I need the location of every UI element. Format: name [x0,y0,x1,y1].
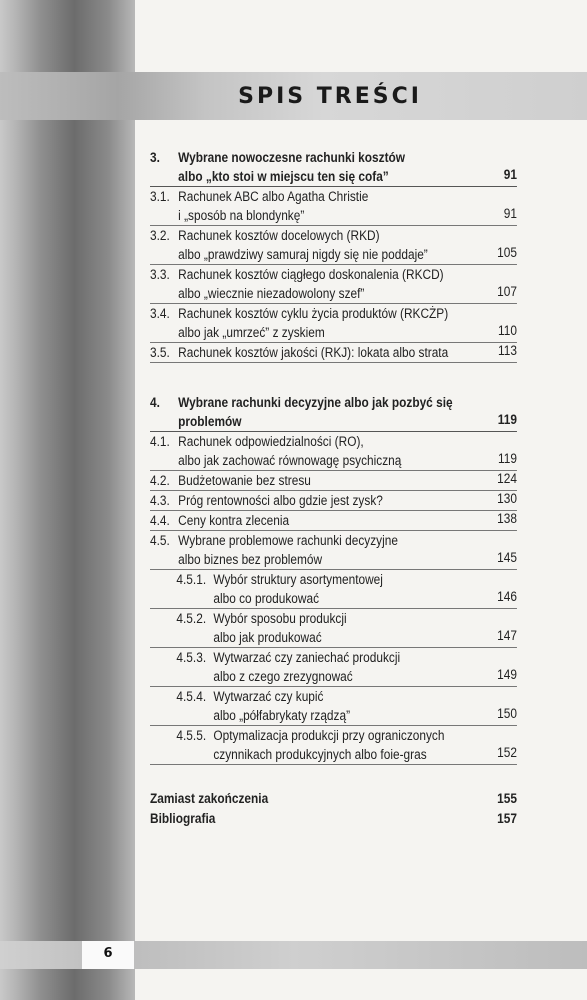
toc-entry-4-5[interactable] [150,531,517,570]
entry-page: 157 [497,811,517,826]
entry-page: 138 [497,511,517,526]
toc-entry-4-4[interactable] [150,511,517,531]
entry-title-line1: Budżetowanie bez stresu [178,473,311,488]
entry-number: 4.5.2. [176,611,207,626]
entry-title-line1: Rachunek kosztów ciągłego doskonalenia (RKCD) [178,267,444,282]
entry-page: 119 [497,412,517,427]
page-number: 6 [103,946,113,961]
entry-title-line1: Wybrane rachunki decyzyjne albo jak pozbyć się [178,395,453,410]
entry-number: 3.2. [150,228,170,243]
entry-title: Bibliografia [150,811,216,826]
toc-entry-3-5[interactable] [150,343,517,363]
entry-title-line1: Rachunek kosztów docelowych (RKD) [178,228,380,243]
entry-title-line2: albo „wiecznie niezadowolony szef” [178,286,365,301]
entry-title-line1: Ceny kontra zlecenia [178,513,290,528]
entry-page: 91 [503,167,517,182]
toc-entry-4-5-2[interactable] [150,609,517,648]
toc-entry-3-2[interactable] [150,226,517,265]
entry-title-line2: albo jak produkować [213,630,322,645]
table-of-contents [150,148,517,829]
entry-title-line2: albo „półfabrykaty rządzą” [213,708,351,723]
entry-title-line2: problemów [178,414,242,429]
entry-title-line2: i „sposób na blondynkę” [178,208,305,223]
entry-page: 124 [497,471,517,486]
entry-number: 3.3. [150,267,170,282]
entry-title-line1: Optymalizacja produkcji przy ograniczonych [213,728,445,743]
entry-title-line2: albo „kto stoi w miejscu ten się cofa” [178,169,389,184]
entry-title-line2: albo z czego zrezygnować [213,669,353,684]
entry-number: 4. [150,395,160,410]
toc-entry-3-3[interactable] [150,265,517,304]
entry-title-line1: Rachunek kosztów jakości (RKJ): lokata albo strata [178,345,449,360]
toc-bibliography[interactable] [150,809,517,829]
entry-page: 145 [497,550,517,565]
entry-page: 152 [497,745,517,760]
entry-number: 4.5.5. [176,728,207,743]
toc-entry-3-1[interactable] [150,187,517,226]
entry-title-line2: albo co produkować [213,591,320,606]
entry-title-line1: Rachunek odpowiedzialności (RO), [178,434,364,449]
entry-page: 105 [497,245,517,260]
toc-entry-4-2[interactable] [150,471,517,491]
entry-page: 110 [498,323,517,338]
entry-page: 150 [497,706,517,721]
entry-title-line1: Wytwarzać czy zaniechać produkcji [213,650,401,665]
entry-title-line1: Wybrane nowoczesne rachunki kosztów [178,150,406,165]
entry-title-line1: Wybór struktury asortymentowej [213,572,383,587]
entry-page: 130 [497,491,517,506]
toc-entry-4-5-4[interactable] [150,687,517,726]
entry-number: 4.4. [150,513,170,528]
entry-page: 146 [497,589,517,604]
toc-ending[interactable] [150,789,517,809]
entry-page: 147 [497,628,517,643]
toc-chapter-3[interactable] [150,148,517,187]
toc-chapter-4[interactable] [150,393,517,432]
entry-number: 3.1. [150,189,170,204]
entry-page: 155 [497,791,517,806]
entry-title-line2: czynnikach produkcyjnych albo foie-gras [213,747,427,762]
entry-title-line1: Wytwarzać czy kupić [213,689,324,704]
toc-entry-4-1[interactable] [150,432,517,471]
entry-title-line2: albo jak zachować równowagę psychiczną [178,453,402,468]
entry-number: 4.3. [150,493,170,508]
entry-number: 4.5.4. [176,689,207,704]
entry-number: 4.5.1. [176,572,207,587]
entry-title-line2: albo „prawdziwy samuraj nigdy się nie poddaje” [178,247,428,262]
entry-number: 3. [150,150,160,165]
entry-page: 119 [498,451,517,466]
entry-title-line1: Wybór sposobu produkcji [213,611,347,626]
toc-entry-4-5-1[interactable] [150,570,517,609]
entry-number: 4.2. [150,473,170,488]
entry-number: 4.5.3. [176,650,207,665]
entry-number: 4.5. [150,533,170,548]
toc-entry-4-3[interactable] [150,491,517,511]
entry-title-line1: Próg rentowności albo gdzie jest zysk? [178,493,383,508]
entry-number: 3.5. [150,345,170,360]
entry-number: 4.1. [150,434,170,449]
entry-page: 91 [503,206,517,221]
section-spacer [150,765,517,789]
toc-entry-4-5-3[interactable] [150,648,517,687]
section-spacer [150,363,517,393]
toc-entry-3-4[interactable] [150,304,517,343]
entry-title-line1: Rachunek kosztów cyklu życia produktów (RKCŻP) [178,306,449,321]
entry-page: 113 [498,343,517,358]
entry-page: 107 [497,284,517,299]
binding-band [0,0,135,1000]
entry-title-line1: Wybrane problemowe rachunki decyzyjne [178,533,398,548]
toc-entry-4-5-5[interactable] [150,726,517,765]
entry-title-line2: albo biznes bez problemów [178,552,323,567]
entry-title-line2: albo jak „umrzeć” z zyskiem [178,325,325,340]
entry-number: 3.4. [150,306,170,321]
page-title: SPIS TREŚCI [238,84,422,109]
entry-page: 149 [497,667,517,682]
entry-title-line1: Rachunek ABC albo Agatha Christie [178,189,369,204]
entry-title: Zamiast zakończenia [150,791,269,806]
